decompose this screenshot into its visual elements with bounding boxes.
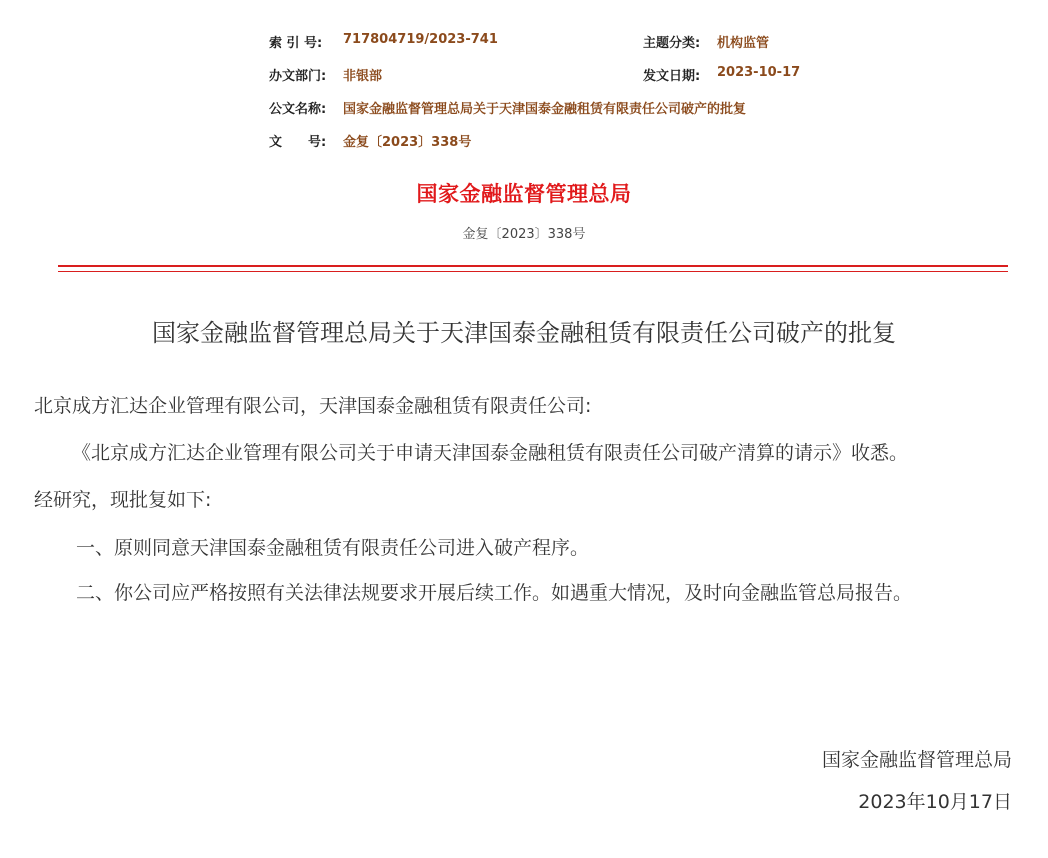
- decision-item-2: 二、你公司应严格按照有关法律法规要求开展后续工作。如遇重大情况，及时向金融监管总局报告。: [76, 582, 913, 604]
- doc-name-value: 国家金融监督管理总局关于天津国泰金融租赁有限责任公司破产的批复: [343, 102, 747, 117]
- doc-number-label: 文 号:: [269, 135, 327, 150]
- metadata-row-3: [269, 96, 829, 129]
- index-number-value: 717804719/2023-741: [343, 32, 498, 47]
- department-value: 非银部: [343, 69, 383, 84]
- document-metadata: [269, 30, 829, 162]
- issue-date-value: 2023-10-17: [717, 65, 801, 80]
- metadata-row-1: [269, 30, 829, 63]
- metadata-row-4: [269, 129, 829, 162]
- category-value: 机构监管: [717, 36, 770, 51]
- document-number: 金复〔2023〕338号: [462, 227, 586, 242]
- department-label: 办文部门:: [269, 69, 327, 84]
- issuer-header: 国家金融监督管理总局: [416, 182, 632, 206]
- signature-date: 2023年10月17日: [858, 791, 1012, 813]
- paragraph-1-line-1: 《北京成方汇达企业管理有限公司关于申请天津国泰金融租赁有限责任公司破产清算的请示》收悉。: [72, 442, 909, 464]
- red-divider-rule: [58, 265, 1008, 272]
- issue-date-label: 发文日期:: [643, 69, 701, 84]
- metadata-row-2: [269, 63, 829, 96]
- signature-organization: 国家金融监督管理总局: [821, 749, 1012, 771]
- addressee: 北京成方汇达企业管理有限公司，天津国泰金融租赁有限责任公司:: [34, 395, 592, 417]
- index-number-label: 索 引 号:: [269, 36, 323, 51]
- category-label: 主题分类:: [643, 36, 701, 51]
- doc-name-label: 公文名称:: [269, 102, 327, 117]
- paragraph-1-line-2: 经研究，现批复如下:: [34, 489, 212, 511]
- doc-number-value: 金复〔2023〕338号: [343, 135, 472, 150]
- decision-item-1: 一、原则同意天津国泰金融租赁有限责任公司进入破产程序。: [76, 537, 590, 559]
- document-title: 国家金融监督管理总局关于天津国泰金融租赁有限责任公司破产的批复: [152, 319, 896, 347]
